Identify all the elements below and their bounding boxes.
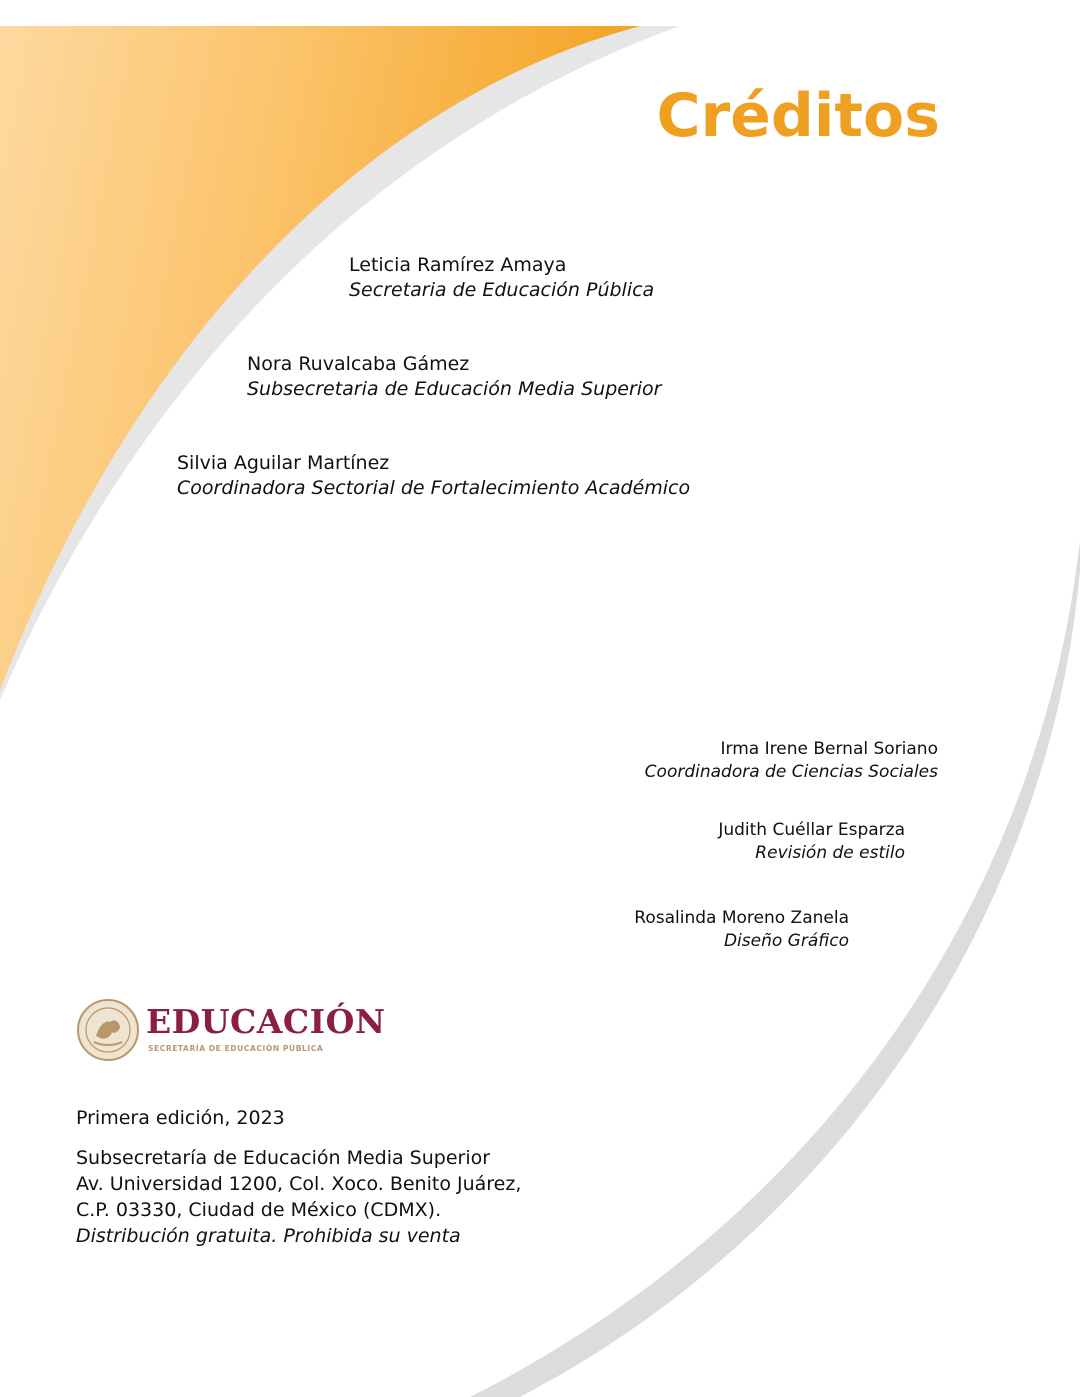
- credit-role: Revisión de estilo: [755, 843, 905, 863]
- credit-name: Judith Cuéllar Esparza: [718, 820, 905, 840]
- credit-role: Coordinadora de Ciencias Sociales: [644, 762, 938, 782]
- credit-role: Subsecretaria de Educación Media Superior: [247, 378, 662, 400]
- credit-entry: [247, 352, 661, 402]
- credit-entry: [560, 819, 905, 865]
- credit-role: Secretaria de Educación Pública: [349, 279, 655, 301]
- logo-wordmark: EDUCACIÓN: [146, 1002, 386, 1041]
- credit-name: Nora Ruvalcaba Gámez: [247, 353, 470, 375]
- publisher-address: [76, 1145, 521, 1249]
- address-line: Av. Universidad 1200, Col. Xoco. Benito Juárez,: [76, 1173, 522, 1195]
- distribution-note: Distribución gratuita. Prohibida su venta: [76, 1225, 461, 1247]
- credit-entry: [560, 907, 849, 953]
- credit-entry: [349, 253, 654, 303]
- mexico-seal-icon: [76, 998, 140, 1062]
- address-line: Subsecretaría de Educación Media Superior: [76, 1147, 491, 1169]
- sep-logo: [76, 996, 386, 1066]
- logo-subtitle: SECRETARÍA DE EDUCACIÓN PÚBLICA: [148, 1044, 324, 1053]
- credit-name: Silvia Aguilar Martínez: [177, 452, 390, 474]
- credit-entry: [560, 738, 938, 784]
- page-title: Créditos: [656, 81, 940, 151]
- credit-name: Irma Irene Bernal Soriano: [720, 739, 938, 759]
- credit-entry: [177, 451, 690, 501]
- credit-role: Diseño Gráfico: [723, 931, 849, 951]
- address-line: C.P. 03330, Ciudad de México (CDMX).: [76, 1199, 442, 1221]
- credit-name: Rosalinda Moreno Zanela: [634, 908, 849, 928]
- edition-text: Primera edición, 2023: [76, 1107, 285, 1129]
- credit-role: Coordinadora Sectorial de Fortalecimiento Académico: [177, 477, 691, 499]
- credit-name: Leticia Ramírez Amaya: [349, 254, 567, 276]
